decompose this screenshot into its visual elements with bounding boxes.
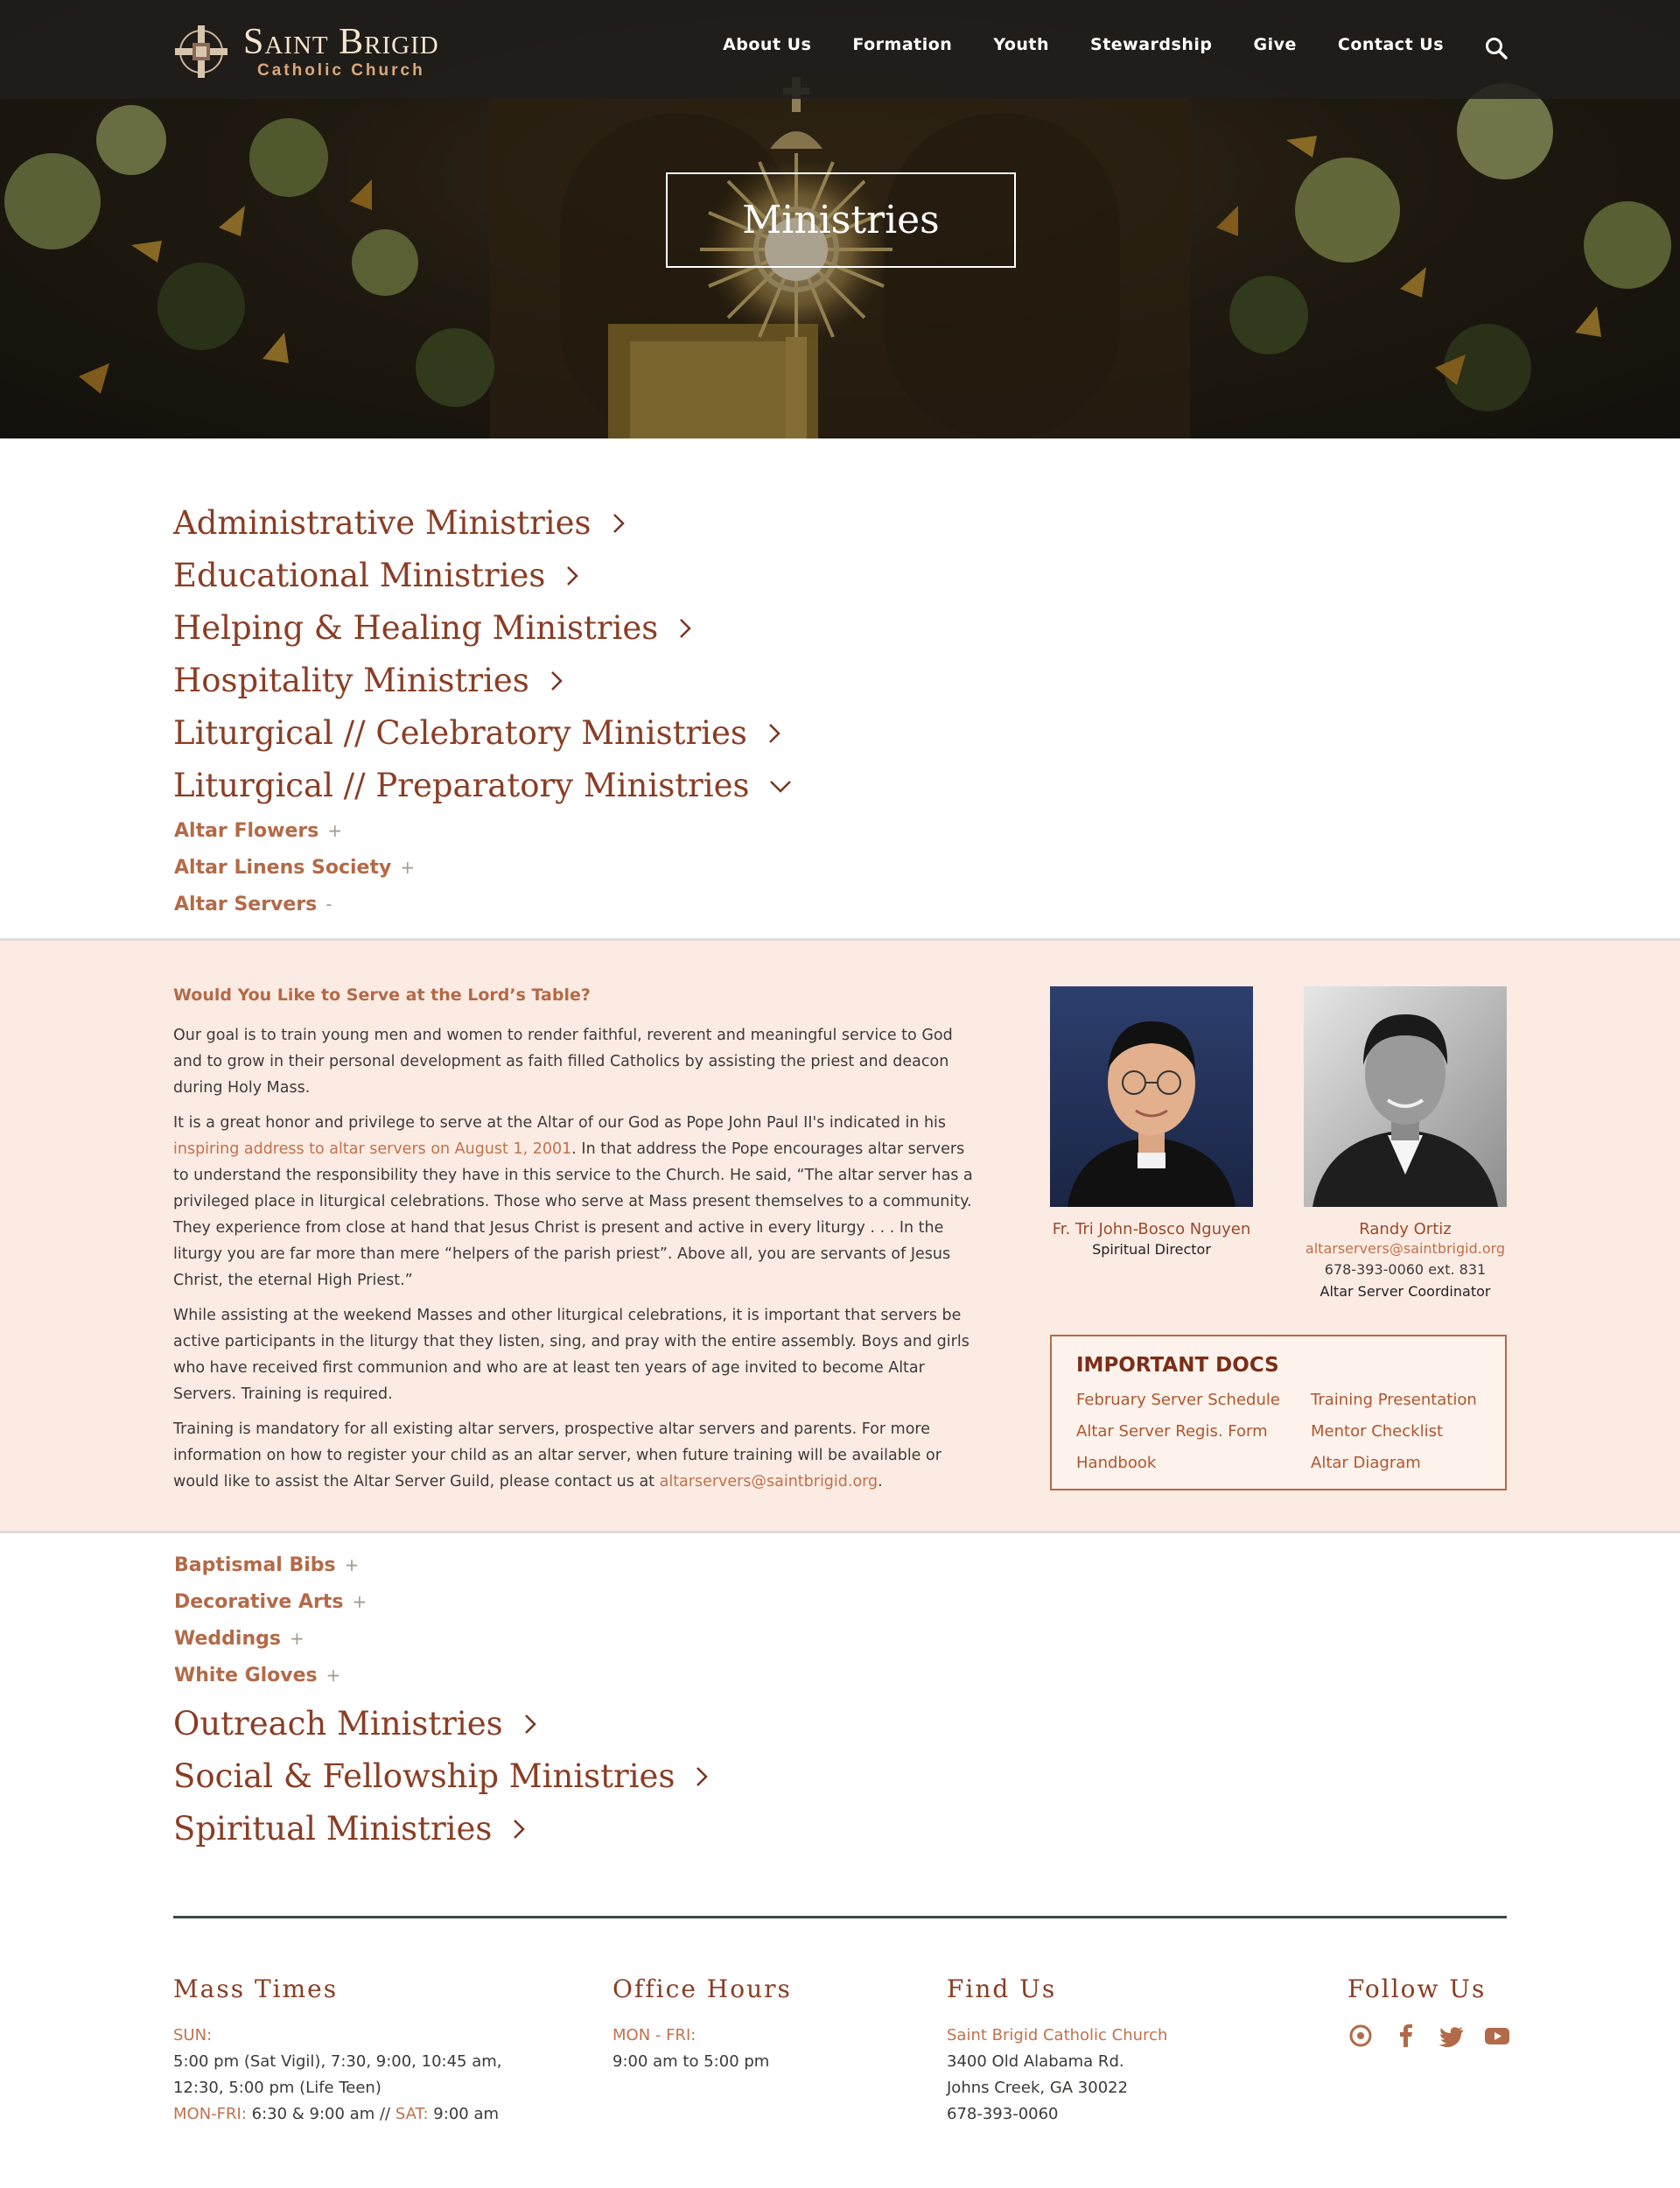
mass-times-title: Mass Times bbox=[173, 1974, 339, 2003]
chevron-right-icon bbox=[694, 1764, 710, 1789]
doc-registration-form[interactable]: Altar Server Regis. Form bbox=[1076, 1422, 1268, 1441]
category-administrative[interactable] bbox=[173, 504, 626, 542]
site-logo[interactable] bbox=[173, 16, 497, 88]
sun-times-1: 5:00 pm (Sat Vigil), 7:30, 9:00, 10:45 am, bbox=[173, 2052, 502, 2071]
text: . bbox=[878, 1473, 883, 1490]
expand-icon: + bbox=[326, 1665, 341, 1686]
monfri-times: 6:30 & 9:00 am // bbox=[246, 2105, 396, 2123]
collapse-icon: - bbox=[326, 894, 332, 915]
sun-times-2: 12:30, 5:00 pm (Life Teen) bbox=[173, 2079, 382, 2097]
top-nav-bar bbox=[0, 0, 1680, 99]
sub-label: Weddings bbox=[174, 1628, 281, 1650]
paragraph-3: While assisting at the weekend Masses and other liturgical celebrations, it is important that servers be active participants in the liturgy that they listen, sing, and pray with the entire assembly. Boys and girls who have received first communion and who are at least ten years of age invited to become Altar Servers. Training is required. bbox=[173, 1307, 970, 1403]
chevron-right-icon bbox=[549, 669, 564, 693]
paragraph-4 bbox=[173, 1416, 974, 1495]
category-outreach[interactable] bbox=[173, 1705, 538, 1743]
nav-youth[interactable]: Youth bbox=[993, 35, 1050, 54]
director-photo bbox=[1050, 986, 1253, 1207]
director-name: Fr. Tri John-Bosco Nguyen bbox=[1052, 1220, 1251, 1238]
monfri-label: MON-FRI: bbox=[173, 2105, 247, 2123]
follow-us-title: Follow Us bbox=[1348, 1974, 1487, 2003]
nav-give[interactable]: Give bbox=[1253, 35, 1297, 54]
pope-address-link[interactable]: inspiring address to altar servers on August 1, 2001 bbox=[173, 1140, 572, 1158]
hero-title-box bbox=[666, 172, 1016, 268]
footer-find-us bbox=[947, 1974, 1167, 2128]
brigid-cross-icon bbox=[173, 24, 229, 80]
category-label: Spiritual Ministries bbox=[173, 1810, 493, 1848]
category-label: Hospitality Ministries bbox=[173, 662, 529, 699]
paragraph-2 bbox=[173, 1110, 974, 1294]
doc-handbook[interactable]: Handbook bbox=[1076, 1454, 1157, 1472]
office-label: MON - FRI: bbox=[612, 2026, 696, 2044]
docs-title: IMPORTANT DOCS bbox=[1076, 1354, 1279, 1377]
search-icon[interactable] bbox=[1485, 37, 1508, 60]
person-card-coordinator bbox=[1304, 986, 1507, 1303]
chevron-right-icon bbox=[522, 1712, 538, 1736]
altar-servers-panel bbox=[0, 938, 1680, 1533]
facebook-icon[interactable] bbox=[1393, 2023, 1419, 2049]
sub-label: Altar Linens Society bbox=[174, 857, 392, 879]
weekday-times bbox=[173, 2101, 502, 2128]
youtube-icon[interactable] bbox=[1484, 2023, 1510, 2049]
chevron-right-icon bbox=[511, 1817, 527, 1841]
category-label: Helping & Healing Ministries bbox=[173, 609, 659, 647]
text: . In that address the Pope encourages altar servers to understand the responsibility they have in this service to the Church. He said, “The altar server has a privileged place in liturgical celebrations. Those who serve at Mass present themselves to a community. They experience from close at hand that Jesus Christ is present and active in every liturgy . . . In the liturgy you are far more than mere “helpers of the parish priest”. Above all, you are servants of Jesus Christ, the eternal High Priest.” bbox=[173, 1140, 973, 1289]
sun-label: SUN: bbox=[173, 2026, 213, 2044]
main-menu bbox=[682, 35, 1444, 54]
category-label: Social & Fellowship Ministries bbox=[173, 1757, 676, 1795]
category-label: Liturgical // Celebratory Ministries bbox=[173, 714, 747, 752]
office-hours: 9:00 am to 5:00 pm bbox=[612, 2052, 770, 2071]
doc-february-schedule[interactable]: February Server Schedule bbox=[1076, 1391, 1280, 1409]
nav-stewardship[interactable]: Stewardship bbox=[1090, 35, 1213, 54]
doc-mentor-checklist[interactable]: Mentor Checklist bbox=[1311, 1422, 1444, 1441]
sub-baptismal-bibs[interactable] bbox=[174, 1554, 359, 1576]
category-label: Outreach Ministries bbox=[173, 1705, 503, 1743]
coordinator-role: Altar Server Coordinator bbox=[1320, 1283, 1491, 1300]
phone[interactable]: 678-393-0060 bbox=[947, 2105, 1059, 2123]
footer-mass-times bbox=[173, 1974, 502, 2128]
panel-heading: Would You Like to Serve at the Lord’s Table? bbox=[173, 985, 591, 1005]
sub-weddings[interactable] bbox=[174, 1628, 304, 1650]
chevron-down-icon bbox=[768, 774, 793, 798]
doc-training-presentation[interactable]: Training Presentation bbox=[1311, 1391, 1477, 1409]
expand-icon: + bbox=[344, 1554, 360, 1575]
sub-label: White Gloves bbox=[174, 1665, 318, 1687]
page-title: Ministries bbox=[742, 198, 940, 242]
twitter-icon[interactable] bbox=[1438, 2023, 1465, 2049]
important-docs-box bbox=[1050, 1335, 1507, 1490]
sub-altar-linens[interactable] bbox=[174, 857, 415, 879]
text: Training is mandatory for all existing altar servers, prospective altar servers and parents. For more information on how to register your child as an altar server, when future training will be available or would like to assist the Altar Server Guild, please contact us at bbox=[173, 1420, 942, 1490]
paragraph-1: Our goal is to train young men and women to render faithful, reverent and meaningful service to God and to grow in their personal development as faith filled Catholics by assisting the priest and deacon during Holy Mass. bbox=[173, 1027, 953, 1097]
director-role: Spiritual Director bbox=[1092, 1241, 1211, 1258]
category-educational[interactable] bbox=[173, 557, 580, 594]
address-line-1: 3400 Old Alabama Rd. bbox=[947, 2052, 1124, 2071]
address-line-2: Johns Creek, GA 30022 bbox=[947, 2079, 1129, 2097]
coordinator-name: Randy Ortiz bbox=[1359, 1220, 1452, 1238]
person-card-director bbox=[1050, 986, 1253, 1261]
sub-label: Decorative Arts bbox=[174, 1591, 344, 1613]
expand-icon: + bbox=[352, 1591, 368, 1612]
chevron-right-icon bbox=[766, 721, 782, 746]
sat-label: SAT: bbox=[395, 2105, 429, 2123]
office-hours-title: Office Hours bbox=[612, 1974, 792, 2003]
doc-altar-diagram[interactable]: Altar Diagram bbox=[1311, 1454, 1421, 1472]
sub-label: Altar Flowers bbox=[174, 820, 319, 842]
coordinator-photo bbox=[1304, 986, 1507, 1207]
category-label: Administrative Ministries bbox=[173, 504, 592, 542]
logo-subtitle: Catholic Church bbox=[256, 61, 425, 80]
coordinator-email[interactable]: altarservers@saintbrigid.org bbox=[1305, 1240, 1506, 1257]
nav-formation[interactable]: Formation bbox=[852, 35, 953, 54]
footer-follow-us bbox=[1348, 1974, 1510, 2049]
church-name: Saint Brigid Catholic Church bbox=[947, 2026, 1168, 2044]
chevron-right-icon bbox=[677, 616, 693, 641]
sub-label: Baptismal Bibs bbox=[174, 1554, 336, 1576]
nav-about-us[interactable]: About Us bbox=[723, 35, 812, 54]
sub-altar-servers[interactable] bbox=[174, 894, 332, 915]
category-social-fellowship[interactable] bbox=[173, 1757, 710, 1795]
footer-office-hours bbox=[612, 1974, 792, 2075]
sub-altar-flowers[interactable] bbox=[174, 820, 342, 842]
altar-servers-email-link[interactable]: altarservers@saintbrigid.org bbox=[659, 1473, 878, 1490]
category-helping-healing[interactable] bbox=[173, 609, 693, 647]
category-liturgical-celebratory[interactable] bbox=[173, 714, 782, 752]
flocknote-icon[interactable] bbox=[1348, 2023, 1374, 2049]
find-us-title: Find Us bbox=[947, 1974, 1057, 2003]
category-label: Educational Ministries bbox=[173, 557, 546, 594]
hero-banner bbox=[0, 0, 1680, 438]
chevron-right-icon bbox=[564, 564, 580, 588]
chevron-right-icon bbox=[611, 511, 626, 536]
category-hospitality[interactable] bbox=[173, 662, 564, 699]
text: It is a great honor and privilege to serve at the Altar of our God as Pope John Paul II's indicated in his bbox=[173, 1114, 947, 1132]
expand-icon: + bbox=[289, 1628, 304, 1649]
category-spiritual[interactable] bbox=[173, 1810, 527, 1848]
category-label: Liturgical // Preparatory Ministries bbox=[173, 767, 750, 804]
expand-icon: + bbox=[400, 857, 416, 878]
nav-contact-us[interactable]: Contact Us bbox=[1337, 35, 1444, 54]
category-liturgical-preparatory[interactable] bbox=[173, 767, 793, 804]
panel-body bbox=[173, 1022, 974, 1504]
sub-decorative-arts[interactable] bbox=[174, 1591, 367, 1613]
sub-label: Altar Servers bbox=[174, 894, 318, 915]
sat-times: 9:00 am bbox=[428, 2105, 500, 2123]
logo-title: Saint Brigid bbox=[243, 22, 439, 62]
sub-white-gloves[interactable] bbox=[174, 1665, 340, 1687]
expand-icon: + bbox=[327, 820, 343, 841]
footer-divider bbox=[173, 1916, 1507, 1918]
coordinator-phone: 678-393-0060 ext. 831 bbox=[1324, 1261, 1487, 1278]
